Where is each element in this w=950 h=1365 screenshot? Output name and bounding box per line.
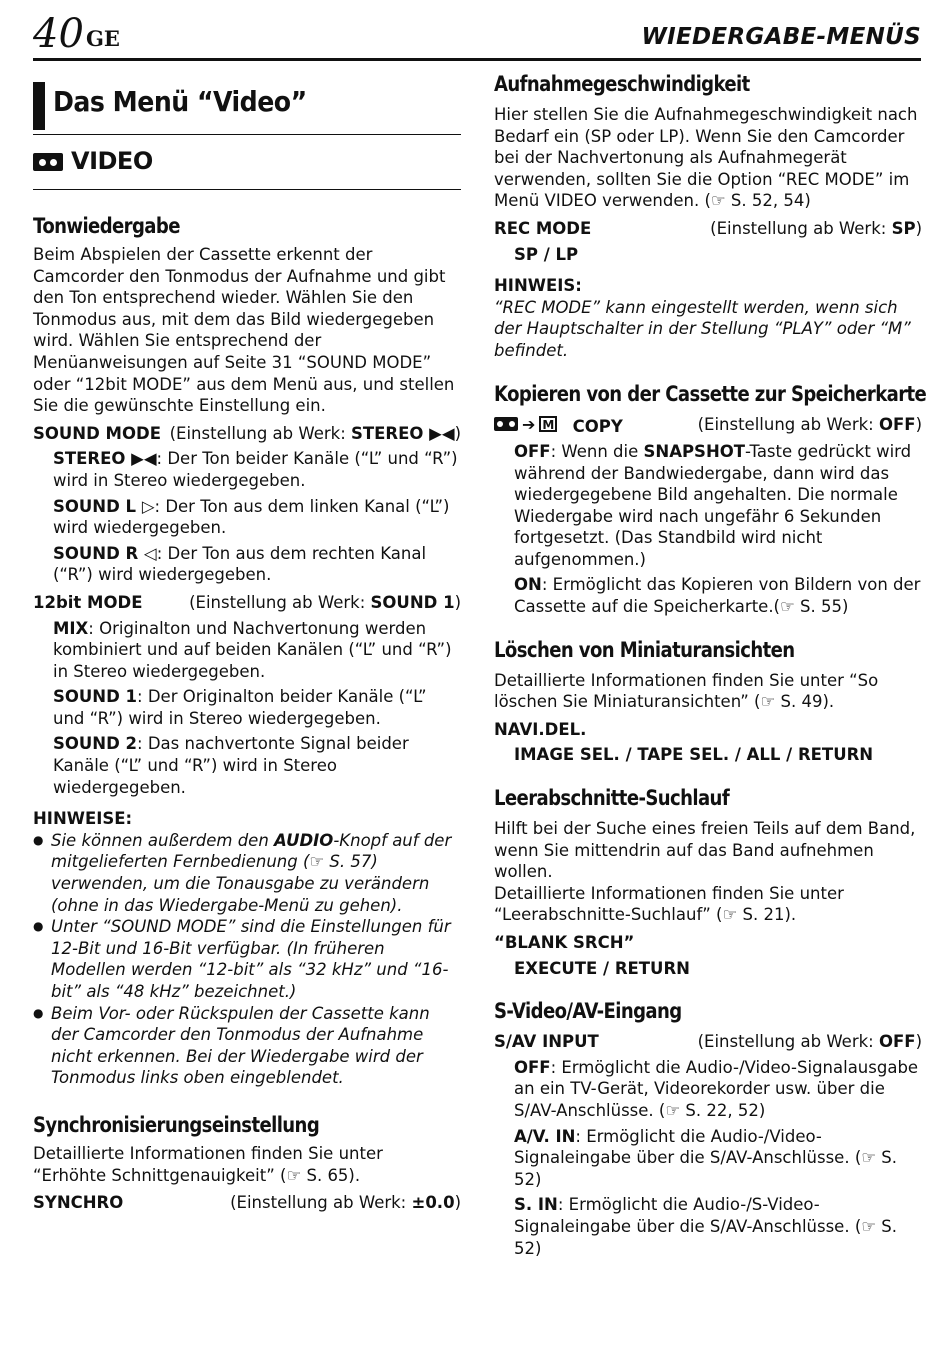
tape-to-card-icons — [494, 414, 557, 436]
option-sound-l: SOUND L ▷: Der Ton aus dem linken Kanal (“L”) wird wiedergegeben. — [53, 496, 450, 538]
language-code: GE — [86, 26, 120, 51]
page-title: Das Menü “Video” — [53, 85, 307, 118]
sav-option-s-in: S. IN: Ermöglicht die Audio-/S-Video-Signaleingabe über die S/AV-Anschlüsse. (☞ S. 52) — [514, 1195, 898, 1258]
heading-blank-search: Leerabschnitte-Suchlauf — [494, 786, 730, 811]
note-item: ● Unter “SOUND MODE” sind die Einstellungen für 12-Bit und 16-Bit verfügbar. (In früheren Modellen werden “12-bit” als “32 kHz” und “16-bit” als “48 kHz” bezeichnet.) — [33, 916, 461, 1002]
option-mix: MIX: Originalton und Nachvertonung werden kombiniert und auf beiden Kanälen (“L” und “R”) in Stereo wiedergegeben. — [53, 618, 452, 681]
heading-sav: S-Video/AV-Eingang — [494, 999, 682, 1024]
blank-body-1: Hilft bei der Suche eines freien Teils auf dem Band, wenn Sie mittendrin auf das Band aufnehmen wollen. — [494, 819, 916, 882]
bit-mode-default: (Einstellung ab Werk: SOUND 1) — [189, 592, 461, 612]
video-label: VIDEO — [71, 147, 153, 176]
cassette-icon — [494, 417, 518, 431]
tonwiedergabe-body: Beim Abspielen der Cassette erkennt der Camcorder den Tonmodus der Aufnahme und gibt den Ton entsprechend wieder. Wählen Sie den Tonmodus aus, mit dem das Bild wiedergegeben wird. Wählen Sie entsprechend der Menüanweisungen auf Seite 31 “SOUND MODE” oder “12bit MODE” aus dem Menü aus, und stellen Sie die gewünschte Einstellung ein. — [33, 245, 455, 416]
copy-setting — [494, 414, 922, 437]
note-heading: HINWEIS: — [494, 276, 582, 296]
page-number: 40 — [33, 11, 84, 57]
sound-mode-default: (Einstellung ab Werk: STEREO ▶◀) — [169, 423, 461, 443]
rec-mode-values: SP / LP — [514, 244, 579, 264]
synchro-label: SYNCHRO — [33, 1193, 124, 1213]
speed-body: Hier stellen Sie die Aufnahmegeschwindigkeit nach Bedarf ein (SP oder LP). Wenn Sie den Camcorder bei der Nachvertonung als Aufnahmegerät verwenden, sollten Sie die Option “REC MODE” im Menü VIDEO verwenden. (☞ S. 52, 54) — [494, 105, 918, 211]
rec-mode-label: REC MODE — [494, 218, 592, 238]
option-sound-2: SOUND 2: Das nachvertonte Signal beider Kanäle (“L” und “R”) wird in Stereo wiedergegeben. — [53, 734, 409, 797]
rec-mode-note: “REC MODE” kann eingestellt werden, wenn sich der Hauptschalter in der Stellung “PLAY” oder “M” befindet. — [494, 297, 911, 360]
sound-mode-label: SOUND MODE — [33, 423, 161, 443]
note-item: ● Sie können außerdem den AUDIO-Knopf auf der mitgelieferten Fernbedienung (☞ S. 57) verwenden, um die Tonausgabe zu verändern (ohne in das Wiedergabe-Menü zu gehen). — [33, 830, 461, 916]
notes-heading: HINWEISE: — [33, 809, 133, 829]
copy-option-off: OFF: Wenn die SNAPSHOT-Taste gedrückt wird während der Bandwiedergabe, dann wird das wiedergegebene Bild angehalten. Die normale Wiedergabe wird nach ungefähr 6 Sekunden fortgesetzt. (Das Standbild wird nicht aufgenommen.) — [514, 441, 912, 569]
sav-label: S/AV INPUT — [494, 1032, 599, 1052]
sav-default: (Einstellung ab Werk: OFF) — [697, 1032, 922, 1052]
option-stereo: STEREO ▶◀: Der Ton beider Kanäle (“L” und “R”) wird in Stereo wiedergegeben. — [53, 449, 458, 490]
heading-aufnahmegeschwindigkeit: Aufnahmegeschwindigkeit — [494, 72, 750, 96]
blank-body-2: Detaillierte Informationen finden Sie unter “Leerabschnitte-Suchlauf” (☞ S. 21). — [494, 883, 844, 925]
blank-srch-label: “BLANK SRCH” — [494, 933, 635, 953]
copy-option-on: ON: Ermöglicht das Kopieren von Bildern von der Cassette auf die Speicherkarte.(☞ S. 55) — [514, 575, 921, 617]
option-sound-r: SOUND R ◁: Der Ton aus dem rechten Kanal (“R”) wird wiedergegeben. — [53, 543, 427, 585]
synchro-setting — [33, 1192, 461, 1214]
navi-del-label: NAVI.DEL. — [494, 719, 587, 739]
copy-label: COPY — [572, 416, 623, 436]
copy-default: (Einstellung ab Werk: OFF) — [697, 414, 922, 434]
cassette-icon — [33, 153, 63, 171]
heading-copy: Kopieren von der Cassette zur Speicherkarte — [494, 381, 927, 406]
heading-synchro: Synchronisierungseinstellung — [33, 1112, 320, 1137]
header-rule — [33, 58, 921, 61]
title-bar-marker — [33, 82, 45, 130]
video-section-label — [33, 135, 461, 190]
thumb-body: Detaillierte Informationen finden Sie unter “So löschen Sie Miniaturansichten” (☞ S. 49). — [494, 670, 879, 712]
menu-title-block — [33, 78, 461, 135]
section-title: WIEDERGABE-MENÜS — [641, 24, 921, 50]
sound-mode-setting — [33, 423, 461, 445]
heading-tonwiedergabe: Tonwiedergabe — [33, 214, 180, 238]
blank-srch-values: EXECUTE / RETURN — [514, 958, 690, 978]
right-column — [494, 70, 927, 1259]
bit-mode-setting — [33, 592, 461, 614]
synchro-default: (Einstellung ab Werk: ±0.0) — [230, 1193, 461, 1213]
note-item: ● Beim Vor- oder Rückspulen der Cassette kann der Camcorder den Tonmodus der Aufnahme nicht erkennen. Bei der Wiedergabe wird der Tonmodus links oben eingeblendet. — [33, 1003, 461, 1089]
arrow-right-icon: ➔ — [522, 414, 536, 434]
bit-mode-label: 12bit MODE — [33, 592, 143, 612]
notes-list — [33, 830, 461, 1089]
copy-label-group — [494, 414, 623, 437]
synchro-body: Detaillierte Informationen finden Sie unter “Erhöhte Schnittgenauigkeit” (☞ S. 65). — [33, 1143, 383, 1185]
sav-setting — [494, 1031, 922, 1053]
navi-del-values: IMAGE SEL. / TAPE SEL. / ALL / RETURN — [514, 745, 874, 765]
rec-mode-setting — [494, 218, 922, 240]
heading-thumbnails: Löschen von Miniaturansichten — [494, 637, 795, 662]
option-sound-1: SOUND 1: Der Originalton beider Kanäle (“L” und “R”) wird in Stereo wiedergegeben. — [53, 687, 427, 728]
left-column — [33, 70, 461, 1214]
sav-option-av-in: A/V. IN: Ermöglicht die Audio-/Video-Signaleingabe über die S/AV-Anschlüsse. (☞ S. 52) — [514, 1126, 898, 1189]
memory-card-icon: M — [539, 416, 557, 432]
rec-mode-default: (Einstellung ab Werk: SP) — [710, 218, 922, 238]
sav-option-off: OFF: Ermöglicht die Audio-/Video-Signalausgabe an ein TV-Gerät, Videorekorder usw. über die S/AV-Anschlüsse. (☞ S. 22, 52) — [514, 1057, 919, 1120]
